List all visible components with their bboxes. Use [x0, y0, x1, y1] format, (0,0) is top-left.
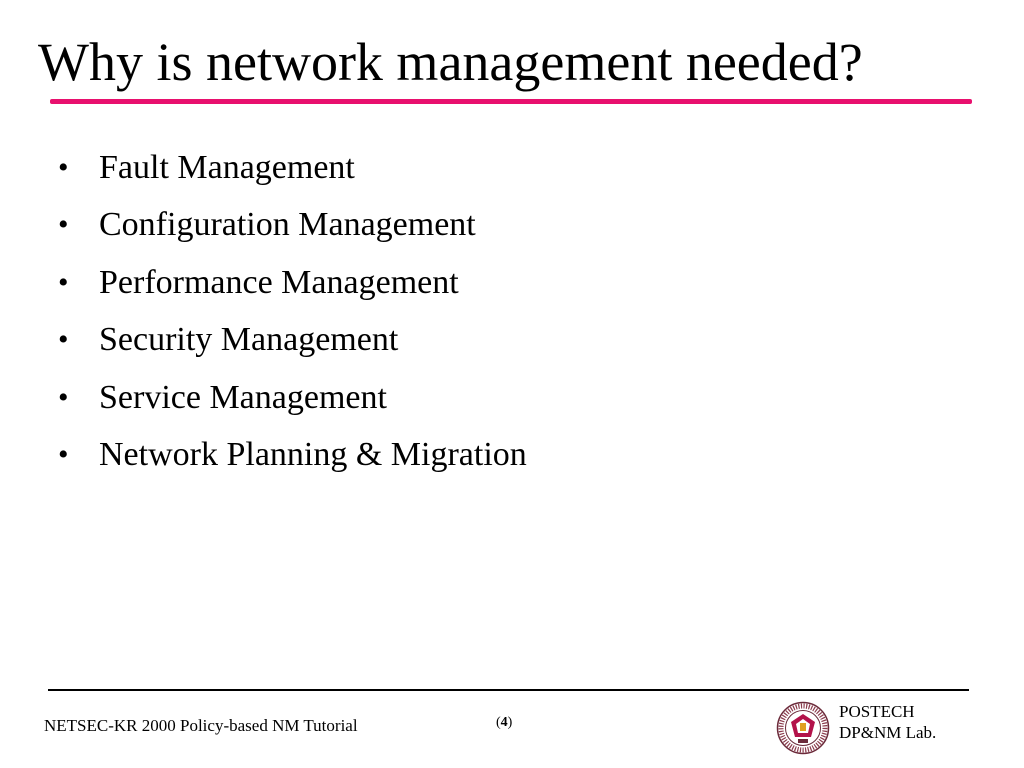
bullet-text: Fault Management: [99, 149, 355, 186]
bullet-text: Performance Management: [99, 263, 459, 301]
bullet-text: Security Management: [99, 321, 399, 359]
page-number-open: (: [496, 715, 501, 730]
title-underline: [50, 99, 972, 104]
bullet-marker: •: [58, 265, 69, 299]
university-seal-icon: [776, 701, 830, 755]
bullet-text: Service Management: [99, 378, 387, 416]
footer-org-line-1: POSTECH: [839, 702, 915, 721]
bullet-marker: •: [58, 323, 69, 357]
bullet-text: Network Planning & Migration: [99, 435, 527, 473]
footer-course-title: NETSEC-KR 2000 Policy-based NM Tutorial: [44, 716, 358, 735]
footer-divider: [48, 689, 969, 691]
page-number: [496, 714, 512, 732]
bullet-marker: •: [58, 151, 69, 184]
footer-org-line-2: DP&NM Lab.: [839, 723, 937, 742]
footer-organization: [839, 701, 936, 743]
bullet-marker: •: [58, 437, 69, 471]
page-number-value: 4: [500, 715, 508, 730]
slide-title: Why is network management needed?: [38, 32, 863, 92]
bullet-text: Configuration Management: [99, 206, 476, 244]
bullet-marker: •: [58, 208, 69, 242]
page-number-close: ): [507, 715, 513, 730]
bullet-marker: •: [58, 380, 69, 414]
